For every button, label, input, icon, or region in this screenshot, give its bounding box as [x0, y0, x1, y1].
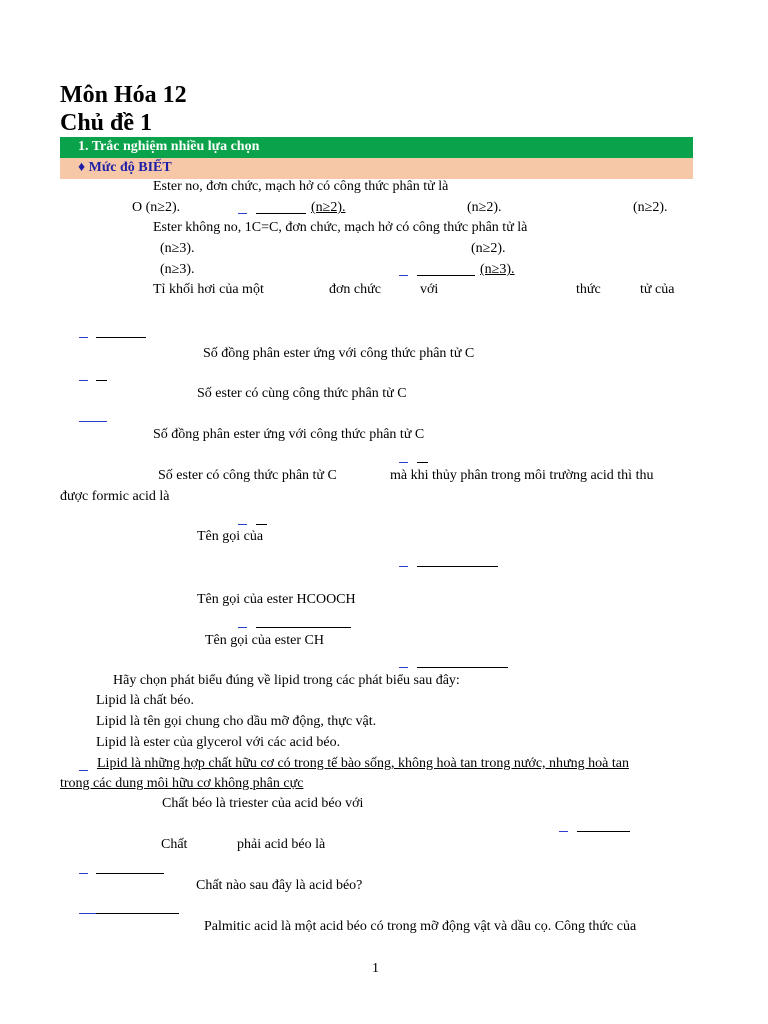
question-8: Tên gọi của	[197, 529, 264, 544]
question-3-part-2: đơn chức	[329, 282, 381, 297]
answer-marker	[79, 380, 88, 381]
question-14: Chất nào sau đây là acid béo?	[196, 878, 363, 893]
q2-option-c: (n≥3).	[160, 262, 195, 277]
q1-option-b: (n≥2).	[311, 200, 346, 215]
q11-option-c: Lipid là ester của glycerol với các acid béo.	[96, 735, 341, 750]
answer-blank	[256, 524, 267, 525]
question-3-part-1: Tỉ khối hơi của một	[153, 282, 264, 297]
question-3-part-4: thức	[576, 282, 601, 297]
page-number: 1	[372, 961, 379, 976]
answer-blank	[96, 380, 107, 381]
question-9: Tên gọi của ester HCOOCH	[197, 592, 356, 607]
answer-marker	[79, 873, 88, 874]
q1-option-a: O (n≥2).	[132, 200, 181, 215]
answer-marker	[399, 566, 408, 567]
section-label: 1. Trắc nghiệm nhiều lựa chọn	[78, 139, 260, 154]
question-11: Hãy chọn phát biểu đúng về lipid trong các phát biểu sau đây:	[113, 673, 460, 688]
subject-title: Môn Hóa 12	[60, 82, 187, 108]
answer-marker	[79, 770, 88, 771]
q2-option-b: (n≥2).	[471, 241, 506, 256]
answer-marker	[399, 667, 408, 668]
level-bar	[60, 158, 693, 179]
section-bar	[60, 137, 693, 158]
question-12: Chất béo là triester của acid béo với	[162, 796, 364, 811]
question-4: Số đồng phân ester ứng với công thức phân tử C	[203, 346, 475, 361]
q1-option-c: (n≥2).	[467, 200, 502, 215]
question-7-part-1: Số ester có công thức phân tử C	[158, 468, 337, 483]
answer-marker	[399, 275, 408, 276]
question-6: Số đồng phân ester ứng với công thức phân tử C	[153, 427, 425, 442]
answer-marker	[238, 524, 247, 525]
question-13-part-2: phải acid béo là	[237, 837, 326, 852]
answer-blank	[577, 831, 630, 832]
question-1: Ester no, đơn chức, mạch hở có công thức phân tử là	[153, 179, 449, 194]
question-3-part-5: tử của	[640, 282, 675, 297]
question-13-part-1: Chất	[161, 837, 188, 852]
answer-blank	[96, 913, 179, 914]
q11-option-b: Lipid là tên gọi chung cho dầu mỡ động, thực vật.	[96, 714, 377, 729]
answer-marker	[399, 462, 408, 463]
answer-blank	[96, 873, 164, 874]
answer-marker	[238, 627, 247, 628]
topic-title: Chủ đề 1	[60, 110, 153, 136]
question-7-part-3: được formic acid là	[60, 489, 170, 504]
answer-marker	[79, 337, 88, 338]
q11-option-d-line-1: Lipid là những hợp chất hữu cơ có trong tế bào sống, không hoà tan trong nước, nhưng hoà tan	[97, 756, 629, 771]
q2-option-a: (n≥3).	[160, 241, 195, 256]
level-label: ♦ Mức độ BIẾT	[78, 160, 172, 175]
answer-blank	[417, 566, 498, 567]
question-3-part-3: với	[420, 282, 439, 297]
question-15: Palmitic acid là một acid béo có trong mỡ động vật và dầu cọ. Công thức của	[204, 919, 637, 934]
answer-marker	[79, 913, 97, 914]
question-2: Ester không no, 1C=C, đơn chức, mạch hở có công thức phân tử là	[153, 220, 528, 235]
answer-blank	[256, 627, 351, 628]
q11-option-a: Lipid là chất béo.	[96, 693, 194, 708]
question-7-part-2: mà khi thủy phân trong môi trường acid thì thu	[390, 468, 654, 483]
answer-marker	[79, 421, 107, 422]
answer-marker	[238, 213, 247, 214]
q1-option-d: (n≥2).	[633, 200, 668, 215]
question-10: Tên gọi của ester CH	[205, 633, 324, 648]
answer-blank	[417, 667, 508, 668]
answer-blank	[96, 337, 146, 338]
q2-option-d: (n≥3).	[480, 262, 515, 277]
answer-blank	[417, 462, 428, 463]
answer-blank	[256, 213, 306, 214]
question-5: Số ester có cùng công thức phân tử C	[197, 386, 407, 401]
answer-blank	[417, 275, 475, 276]
q11-option-d-line-2: trong các dung môi hữu cơ không phân cực	[60, 776, 304, 791]
answer-marker	[559, 831, 568, 832]
